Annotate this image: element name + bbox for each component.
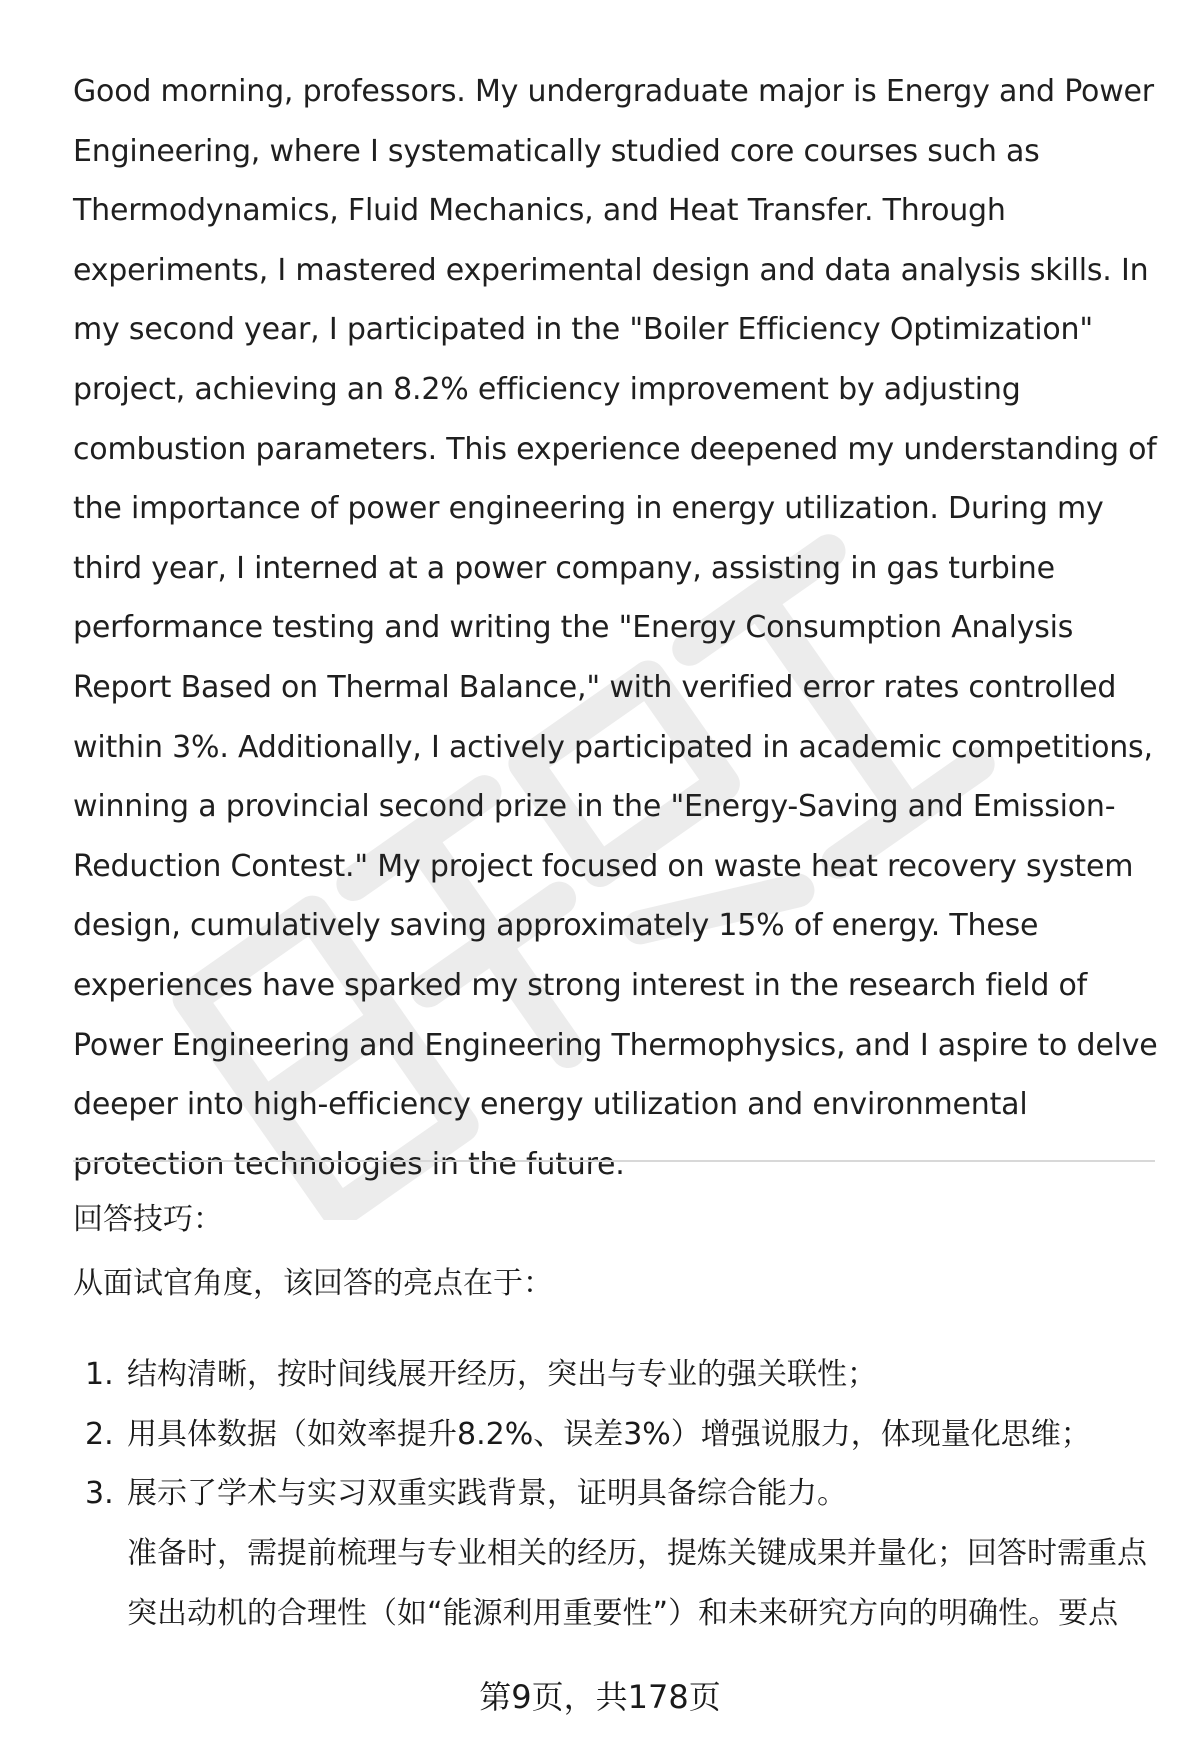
list-item-number: 3. xyxy=(85,1476,114,1512)
list-item-text: 用具体数据（如效率提升8.2%、误差3%）增强说服力，体现量化思维； xyxy=(127,1416,1091,1452)
sample-answer-paragraph: Good morning, professors. My undergraduate major is Energy and Power Engineering, where I systematically studied core courses such as Thermodynamics, Fluid Mechanics, and Heat Transfer. Through experiments, I mastered experimental design and data analysis skills. In my second year, I participated in the "Boiler Efficiency Optimization" project, achieving an 8.2% efficiency improvement by adjusting combustion parameters. This experience deepened my understanding of the importance of power engineering in energy utilization. During my third year, I interned at a power company, assisting in gas turbine performance testing and writing the "Energy Consumption Analysis Report Based on Thermal Balance," with verified error rates controlled within 3%. Additionally, I actively participated in academic competitions, winning a provincial second prize in the "Energy-Saving and Emission-Reduction Contest." My project focused on waste heat recovery system design, cumulatively saving approximately 15% of energy. These experiences have sparked my strong interest in the research field of Power Engineering and Engineering Thermophysics, and I aspire to delve deeper into high-efficiency energy utilization and environmental protection technologies in the future. xyxy=(73,74,1158,1182)
list-item-number: 2. xyxy=(85,1416,114,1452)
list-item-text: 结构清晰，按时间线展开经历，突出与专业的强关联性； xyxy=(127,1357,877,1392)
page-number: 第9页，共178页 xyxy=(479,1678,721,1716)
tips-intro: 从面试官角度，该回答的亮点在于： xyxy=(73,1266,553,1301)
section-divider xyxy=(73,1160,1155,1162)
preparation-advice: 准备时，需提前梳理与专业相关的经历，提炼关键成果并量化；回答时需重点突出动机的合理性（如“能源利用重要性”）和未来研究方向的明确性。要点 xyxy=(127,1536,1147,1631)
list-item-text: 展示了学术与实习双重实践背景，证明具备综合能力。 xyxy=(127,1476,847,1512)
tips-points-list xyxy=(73,1345,1163,1524)
tips-heading: 回答技巧： xyxy=(73,1202,223,1237)
list-item xyxy=(73,1345,1163,1405)
list-item xyxy=(73,1464,1163,1524)
list-item xyxy=(73,1405,1163,1465)
list-item-number: 1. xyxy=(85,1357,114,1392)
